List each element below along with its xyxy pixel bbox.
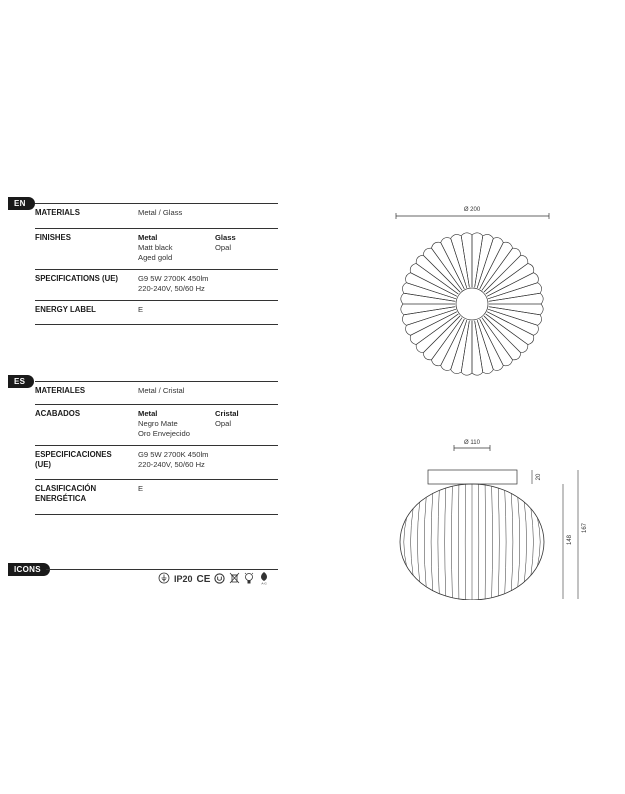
section-tag-en: EN: [8, 197, 35, 210]
spec-row-materiales: [35, 382, 278, 405]
finish-title: Cristal: [215, 409, 239, 418]
base-height-label: 20: [536, 473, 542, 481]
body-height-label: 148: [567, 534, 573, 546]
row-value: Metal / Glass: [138, 208, 183, 217]
shade-rib: [518, 497, 520, 586]
finish-line: Opal: [215, 419, 232, 428]
finish-col-metal: [138, 233, 173, 263]
rosette-petal: [486, 312, 534, 345]
row-value: E: [138, 484, 144, 493]
finish-title: Metal: [138, 233, 158, 242]
rosette-petal: [472, 321, 483, 375]
shade-rib: [445, 488, 446, 596]
class-one-earth-icon: [158, 572, 170, 586]
finish-line: Aged gold: [138, 253, 173, 262]
shade-rib: [458, 485, 459, 599]
finish-line: Oro Envejecido: [138, 429, 190, 438]
shade-rib: [505, 490, 506, 593]
rosette-petal: [486, 263, 534, 296]
spec-row-especificaciones: [35, 446, 278, 480]
svg-text:A-G: A-G: [261, 581, 268, 585]
label-line: CLASIFICACIÓN: [35, 484, 97, 493]
row-label: MATERIALS: [35, 208, 80, 217]
row-value: [138, 274, 209, 294]
spec-line: 220-240V, 50/60 Hz: [138, 284, 205, 293]
label-line: ESPECIFICACIONES: [35, 450, 112, 459]
shade-rib: [537, 518, 540, 566]
rosette-petal: [401, 293, 455, 304]
section-tag-icons: ICONS: [8, 563, 50, 576]
rosette-petal: [401, 304, 455, 315]
row-label: [35, 450, 135, 470]
finish-line: Opal: [215, 243, 232, 252]
shade-rib: [411, 509, 413, 576]
spec-line: G9 5W 2700K 450lm: [138, 274, 209, 283]
label-line: (UE): [35, 460, 52, 469]
shade-rib: [417, 502, 419, 582]
shade-rib: [511, 493, 513, 590]
finish-title: Metal: [138, 409, 158, 418]
top-view-rosette: [401, 233, 543, 375]
finish-col-cristal: [215, 409, 239, 429]
shade-rib: [438, 490, 439, 593]
finish-line: Matt black: [138, 243, 173, 252]
spec-line: G9 5W 2700K 450lm: [138, 450, 209, 459]
rosette-petal: [489, 304, 543, 315]
rosette-petal: [461, 321, 472, 375]
energy-class-icon: [258, 571, 270, 587]
glass-shade-ribs: [404, 484, 540, 600]
shade-rib: [498, 488, 499, 596]
side-diameter-label: Ø 110: [464, 440, 480, 446]
ce-mark-icon: CE: [196, 573, 211, 585]
row-label: FINISHES: [35, 233, 71, 242]
shade-rib: [492, 486, 493, 598]
spec-row-finishes: [35, 229, 278, 270]
weee-bin-icon: [229, 572, 240, 586]
dimension-drawing-svg: [390, 200, 590, 600]
spec-line: 220-240V, 50/60 Hz: [138, 460, 205, 469]
spec-row-materials: [35, 204, 278, 229]
row-label: SPECIFICATIONS (UE): [35, 274, 119, 283]
finish-col-glass: [215, 233, 236, 253]
certification-icons: [158, 572, 270, 586]
finish-col-metal: [138, 409, 190, 439]
top-view-center-ring: [456, 288, 488, 320]
finish-line: Negro Mate: [138, 419, 178, 428]
rosette-petal: [410, 263, 458, 296]
row-label: [35, 484, 135, 504]
section-tag-es: ES: [8, 375, 34, 388]
row-value: [138, 450, 209, 470]
rosette-petal: [461, 233, 472, 287]
bulb-included-icon: [244, 572, 254, 587]
row-label: ACABADOS: [35, 409, 81, 418]
row-label: MATERIALES: [35, 386, 86, 395]
row-value: Metal / Cristal: [138, 386, 185, 395]
label-line: ENERGÉTICA: [35, 494, 87, 503]
spec-row-energy-label: [35, 301, 278, 325]
spec-row-clasificacion: [35, 480, 278, 515]
finish-title: Glass: [215, 233, 236, 242]
spec-row-specifications: [35, 270, 278, 301]
rosette-petal: [431, 242, 464, 290]
ceiling-base: [428, 470, 517, 484]
ukca-mark-icon: [214, 573, 225, 586]
shade-rib: [531, 509, 533, 576]
ip20-icon: IP20: [174, 574, 193, 584]
spec-row-acabados: [35, 405, 278, 446]
total-height-label: 167: [582, 522, 588, 534]
row-label: ENERGY LABEL: [35, 305, 96, 314]
shade-rib: [524, 502, 526, 582]
rosette-petal: [480, 318, 513, 366]
rosette-petal: [480, 242, 513, 290]
rosette-petal: [489, 293, 543, 304]
rosette-petal: [410, 312, 458, 345]
shade-rib: [485, 485, 486, 599]
top-diameter-label: Ø 200: [463, 207, 481, 213]
rosette-petal: [431, 318, 464, 366]
section-divider-icons: [46, 569, 278, 570]
shade-rib: [452, 486, 453, 598]
technical-drawing: [390, 200, 590, 600]
shade-rib: [424, 497, 426, 586]
shade-rib: [431, 493, 433, 590]
row-value: E: [138, 305, 144, 314]
shade-rib: [404, 518, 407, 566]
rosette-petal: [472, 233, 483, 287]
